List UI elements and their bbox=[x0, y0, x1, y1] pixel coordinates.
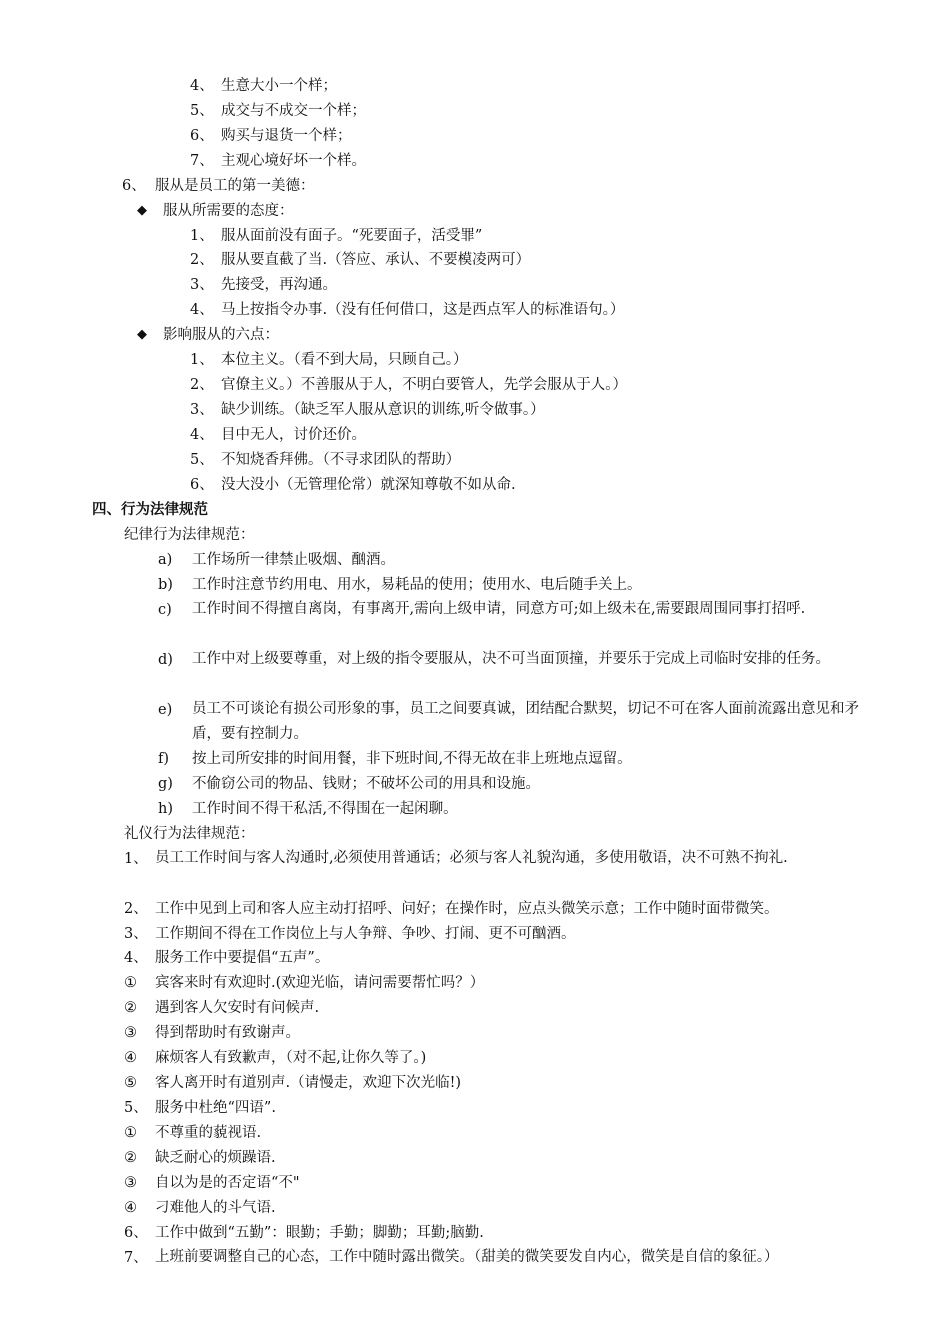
list-item-text: 工作时间不得干私活,不得围在一起闲聊。 bbox=[192, 801, 458, 817]
section-number: 6、 bbox=[122, 178, 146, 194]
list-item-text: 目中无人，讨价还价。 bbox=[221, 427, 366, 443]
list-number: 6、 bbox=[190, 128, 214, 144]
list-number: 4、 bbox=[190, 78, 214, 94]
list-letter: d) bbox=[158, 652, 173, 668]
list-item-text: 工作时注意节约用电、用水，易耗品的使用；使用水、电后随手关上。 bbox=[192, 577, 642, 593]
circled-number: ④ bbox=[124, 1050, 137, 1066]
list-letter: g) bbox=[158, 776, 173, 792]
list-item-text: 工作中见到上司和客人应主动打招呼、问好；在操作时，应点头微笑示意；工作中随时面带微笑。 bbox=[155, 901, 779, 917]
list-item-text: 麻烦客人有致歉声，（对不起,让你久等了。) bbox=[155, 1050, 427, 1066]
list-number: 3、 bbox=[190, 277, 214, 293]
list-item-text: 生意大小一个样； bbox=[221, 78, 337, 94]
list-item-text: 工作中做到“五勤”：眼勤；手勤；脚勤；耳勤;脑勤. bbox=[155, 1225, 484, 1241]
list-item-text: 主观心境好坏一个样。 bbox=[221, 153, 366, 169]
list-number: 4、 bbox=[124, 950, 148, 966]
list-item-text: 成交与不成交一个样； bbox=[221, 103, 366, 119]
list-number: 1、 bbox=[190, 228, 214, 244]
circled-number: ② bbox=[124, 1000, 137, 1016]
list-number: 5、 bbox=[190, 103, 214, 119]
list-letter: f) bbox=[158, 751, 170, 767]
list-item-text: 按上司所安排的时间用餐，非下班时间,不得无故在非上班地点逗留。 bbox=[192, 751, 632, 767]
list-item-text: 服从要直截了当.（答应、承认、不要模凌两可） bbox=[221, 252, 531, 268]
list-item-text: 客人离开时有道别声.（请慢走，欢迎下次光临!) bbox=[155, 1075, 462, 1091]
list-number: 5、 bbox=[190, 452, 214, 468]
list-item-text: 先接受，再沟通。 bbox=[221, 277, 337, 293]
circled-number: ④ bbox=[124, 1200, 137, 1216]
list-item-text: 员工不可谈论有损公司形象的事，员工之间要真诚，团结配合默契，切记不可在客人面前流露出意见和矛盾，要有控制力。 bbox=[192, 701, 859, 742]
list-number: 2、 bbox=[124, 901, 148, 917]
list-number: 7、 bbox=[190, 153, 214, 169]
list-item-text: 工作期间不得在工作岗位上与人争辩、争吵、打闹、更不可酗酒。 bbox=[155, 926, 576, 942]
list-item-text: 宾客来时有欢迎时.(欢迎光临，请问需要帮忙吗？） bbox=[155, 975, 485, 991]
list-item-text: 不偷窃公司的物品、钱财；不破坏公司的用具和设施。 bbox=[192, 776, 540, 792]
list-letter: h) bbox=[158, 801, 173, 817]
list-number: 2、 bbox=[190, 377, 214, 393]
section-title: 四、行为法律规范 bbox=[92, 502, 208, 518]
list-number: 1、 bbox=[124, 851, 148, 867]
list-item-text: 服务工作中要提倡“五声”。 bbox=[155, 950, 330, 966]
list-item-text: 缺少训练。（缺乏军人服从意识的训练,听令做事。） bbox=[221, 402, 545, 418]
list-number: 2、 bbox=[190, 252, 214, 268]
list-number: 6、 bbox=[124, 1225, 148, 1241]
list-item-text: 员工工作时间与客人沟通时,必须使用普通话；必须与客人礼貌沟通，多使用敬语，决不可熟不拘礼. bbox=[155, 850, 788, 866]
circled-number: ① bbox=[124, 1125, 137, 1141]
list-number: 6、 bbox=[190, 477, 214, 493]
diamond-bullet-icon: ◆ bbox=[137, 203, 147, 218]
list-item-text: 工作场所一律禁止吸烟、酗酒。 bbox=[192, 552, 395, 568]
list-item-text: 工作中对上级要尊重，对上级的指令要服从，决不可当面顶撞，并要乐于完成上司临时安排的任务。 bbox=[192, 651, 830, 667]
list-item-text: 服务中杜绝“四语”. bbox=[155, 1100, 276, 1116]
section-heading: 服从是员工的第一美德： bbox=[155, 178, 315, 194]
list-number: 1、 bbox=[190, 352, 214, 368]
list-item-text: 服从面前没有面子。“死要面子，活受罪” bbox=[221, 228, 483, 244]
list-item-text: 购买与退货一个样； bbox=[221, 128, 352, 144]
list-item-text: 自以为是的否定语“不" bbox=[155, 1175, 300, 1191]
list-letter: b) bbox=[158, 577, 173, 593]
circled-number: ③ bbox=[124, 1025, 137, 1041]
bullet-heading: 影响服从的六点： bbox=[163, 327, 279, 343]
list-number: 5、 bbox=[124, 1100, 148, 1116]
list-item-text: 不尊重的藐视语. bbox=[155, 1125, 262, 1141]
list-item-text: 遇到客人欠安时有问候声. bbox=[155, 1000, 320, 1016]
list-item-text: 不知烧香拜佛。（不寻求团队的帮助） bbox=[221, 452, 461, 468]
list-letter: c) bbox=[158, 602, 172, 618]
subsection-heading: 礼仪行为法律规范： bbox=[124, 826, 255, 842]
list-number: 4、 bbox=[190, 427, 214, 443]
list-item-text: 得到帮助时有致谢声。 bbox=[155, 1025, 300, 1041]
diamond-bullet-icon: ◆ bbox=[137, 327, 147, 342]
list-item-text: 工作时间不得擅自离岗，有事离开,需向上级申请，同意方可;如上级未在,需要跟周围同事打招呼. bbox=[192, 601, 806, 617]
circled-number: ① bbox=[124, 975, 137, 991]
list-number: 3、 bbox=[190, 402, 214, 418]
list-item-text: 上班前要调整自己的心态，工作中随时露出微笑。（甜美的微笑要发自内心，微笑是自信的象征。） bbox=[155, 1249, 779, 1265]
circled-number: ③ bbox=[124, 1175, 137, 1191]
list-number: 4、 bbox=[190, 302, 214, 318]
list-item-text: 本位主义。（看不到大局，只顾自己。） bbox=[221, 352, 468, 368]
list-item-text: 官僚主义。）不善服从于人，不明白要管人，先学会服从于人。） bbox=[221, 377, 627, 393]
list-item-text: 没大没小（无管理伦常）就深知尊敬不如从命. bbox=[221, 477, 516, 493]
list-item-text: 马上按指令办事.（没有任何借口，这是西点军人的标准语句。） bbox=[221, 302, 625, 318]
list-item-text: 缺乏耐心的烦躁语. bbox=[155, 1150, 276, 1166]
circled-number: ⑤ bbox=[124, 1075, 137, 1091]
list-item-text: 刁难他人的斗气语. bbox=[155, 1200, 276, 1216]
list-number: 7、 bbox=[124, 1250, 148, 1266]
bullet-heading: 服从所需要的态度： bbox=[163, 203, 294, 219]
list-number: 3、 bbox=[124, 926, 148, 942]
list-letter: e) bbox=[158, 702, 173, 718]
subsection-heading: 纪律行为法律规范： bbox=[124, 527, 255, 543]
list-letter: a) bbox=[158, 552, 173, 568]
circled-number: ② bbox=[124, 1150, 137, 1166]
